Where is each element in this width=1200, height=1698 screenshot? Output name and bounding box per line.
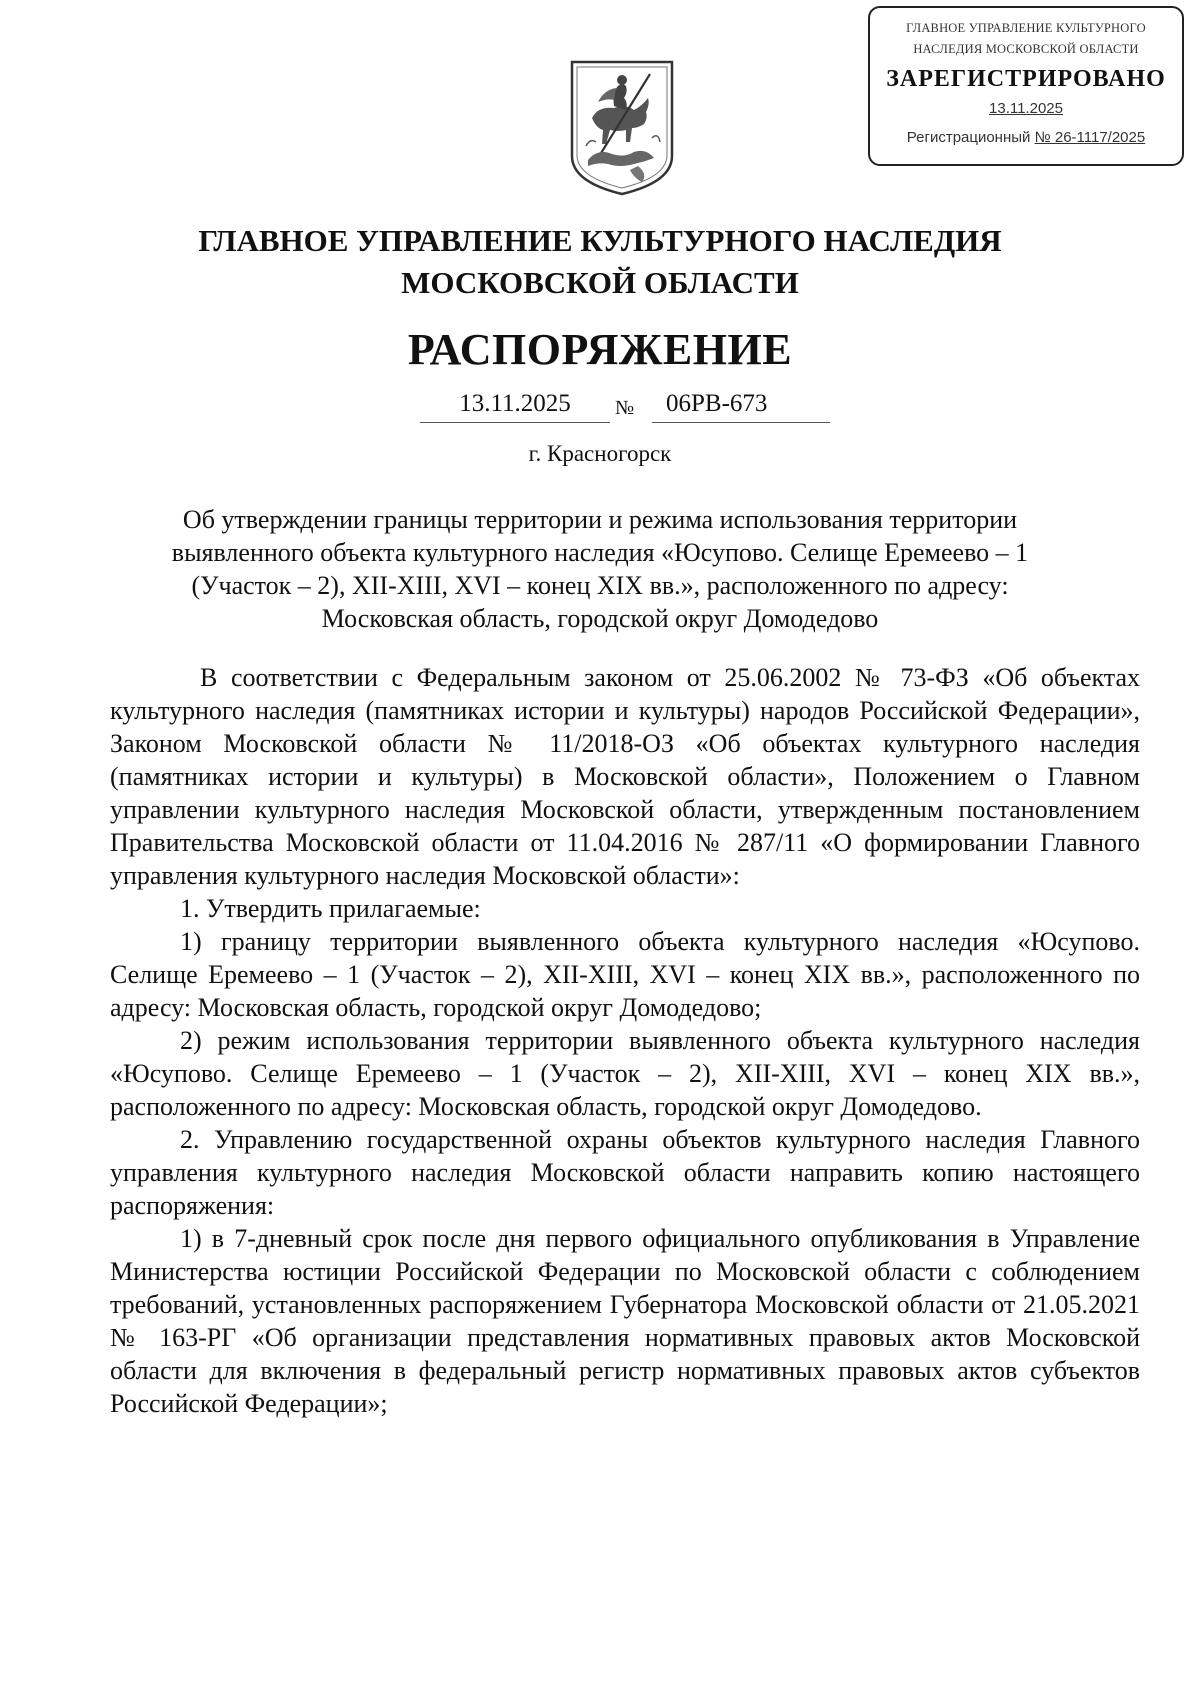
- stamp-reg-number: № 26-1117/2025: [1034, 129, 1146, 146]
- stamp-registration-number: [870, 126, 1182, 150]
- agency-line-1: ГЛАВНОЕ УПРАВЛЕНИЕ КУЛЬТУРНОГО НАСЛЕДИЯ: [198, 223, 1002, 258]
- moscow-region-coat-of-arms-icon: [568, 58, 676, 198]
- body-paragraph-item-2-1: 1) в 7-дневный срок после дня первого официального опубликования в Управление Министерства юстиции Российской Федерации по Московской области с соблюдением требований, установленных распоряжением Губернатора Московской области от 21.05.2021 № 163-РГ «Об организации представления нормативных правовых актов Московской области для включения в федеральный регистр нормативных правовых актов субъектов Российской Федерации»;: [110, 1224, 1140, 1418]
- stamp-org-line-2: НАСЛЕДИЯ МОСКОВСКОЙ ОБЛАСТИ: [913, 42, 1139, 56]
- body-paragraph-item-1-1: 1) границу территории выявленного объекта культурного наследия «Юсупово. Селище Еремеево – 1 (Участок – 2), XII-XIII, XVI – конец XIX вв.», расположенного по адресу: Московская область, городской округ Домодедово;: [110, 927, 1140, 1022]
- body-paragraph-preamble: В соответствии с Федеральным законом от 25.06.2002 № 73-ФЗ «Об объектах культурного наследия (памятниках истории и культуры) народов Российской Федерации», Законом Московской области № 11/2018-ОЗ «Об объектах культурного наследия (памятниках истории и культуры) в Московской области», Положением о Главном управлении культурного наследия Московской области, утвержденным постановлением Правительства Московской области от 11.04.2016 № 287/11 «О формировании Главного управления культурного наследия Московской области»:: [110, 663, 1140, 890]
- stamp-date: 13.11.2025: [989, 100, 1063, 117]
- document-body: [110, 661, 1140, 1420]
- body-paragraph-item-1-2: 2) режим использования территории выявленного объекта культурного наследия «Юсупово. Селище Еремеево – 1 (Участок – 2), XII-XIII, XVI – конец XIX вв.», расположенного по адресу: Московская область, городской округ Домодедово.: [110, 1026, 1140, 1121]
- title-line-4: Московская область, городской округ Домодедово: [321, 604, 879, 633]
- document-date: 13.11.2025: [420, 386, 610, 423]
- title-line-1: Об утверждении границы территории и режима использования территории: [182, 505, 1018, 534]
- stamp-org-line-1: ГЛАВНОЕ УПРАВЛЕНИЕ КУЛЬТУРНОГО: [906, 21, 1146, 35]
- title-line-2: выявленного объекта культурного наследия «Юсупово. Селище Еремеево – 1: [171, 538, 1029, 567]
- document-type: РАСПОРЯЖЕНИЕ: [407, 325, 793, 374]
- stamp-reg-label: Регистрационный: [906, 129, 1031, 146]
- stamp-status: ЗАРЕГИСТРИРОВАНО: [886, 66, 1166, 92]
- issue-city: г. Красногорск: [528, 441, 672, 466]
- title-line-3: (Участок – 2), XII-XIII, XVI – конец XIX вв.», расположенного по адресу:: [191, 571, 1009, 600]
- agency-name: [0, 220, 1200, 304]
- document-number: 06РВ-673: [652, 386, 830, 423]
- number-sign: №: [615, 397, 635, 419]
- body-paragraph-item-1: 1. Утвердить прилагаемые:: [180, 894, 481, 923]
- document-title: [140, 503, 1060, 635]
- body-paragraph-item-2: 2. Управлению государственной охраны объектов культурного наследия Главного управления культурного наследия Московской области направить копию настоящего распоряжения:: [110, 1125, 1140, 1220]
- registration-stamp: [868, 6, 1184, 166]
- agency-line-2: МОСКОВСКОЙ ОБЛАСТИ: [401, 265, 799, 300]
- document-date-number: [420, 386, 830, 426]
